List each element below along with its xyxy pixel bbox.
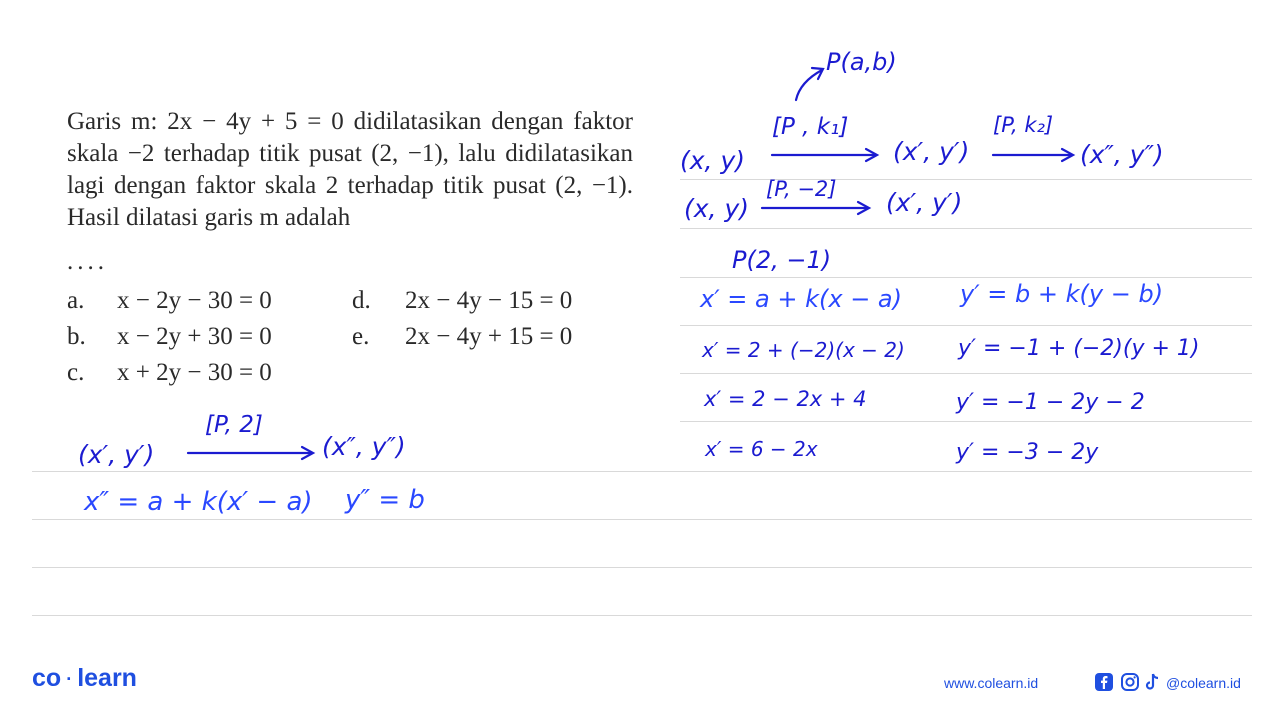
hw-simp-y: y′ = −1 − 2y − 2 bbox=[956, 390, 1145, 415]
step2-arrow-head bbox=[302, 447, 313, 459]
option-b-text: x − 2y + 30 = 0 bbox=[117, 323, 272, 350]
hw-res-y: y′ = −3 − 2y bbox=[956, 440, 1099, 465]
hw-sub-x: x′ = 2 + (−2)(x − 2) bbox=[702, 338, 905, 362]
option-c-letter: c. bbox=[67, 359, 85, 386]
facebook-icon[interactable] bbox=[1094, 672, 1114, 692]
ruled-line bbox=[32, 567, 1252, 568]
hw-formula-y: y′ = b + k(y − b) bbox=[960, 280, 1164, 308]
hw-sub-y: y′ = −1 + (−2)(y + 1) bbox=[958, 336, 1200, 361]
option-d-text: 2x − 4y − 15 = 0 bbox=[405, 287, 573, 314]
hw-formula-x: x′ = a + k(x − a) bbox=[700, 285, 902, 313]
hw-top-arrow2-label: [P, k₂] bbox=[993, 113, 1054, 137]
hw-top-from: (x, y) bbox=[680, 146, 745, 175]
option-d-letter: d. bbox=[352, 287, 371, 314]
curve-arrowhead bbox=[812, 68, 823, 79]
instagram-icon[interactable] bbox=[1120, 672, 1140, 692]
option-b-letter: b. bbox=[67, 323, 86, 350]
footer-url[interactable]: www.colearn.id bbox=[944, 675, 1039, 691]
hw-step1-label: [P, −2] bbox=[766, 177, 837, 201]
ruled-line bbox=[680, 373, 1252, 374]
hw-center-general: P(a,b) bbox=[826, 48, 897, 76]
hw-simp-x: x′ = 2 − 2x + 4 bbox=[704, 387, 867, 411]
ruled-line bbox=[680, 325, 1252, 326]
hw-top-mid: (x′, y′) bbox=[893, 137, 970, 166]
hw-formula2-y: y″ = b bbox=[345, 485, 425, 515]
ruled-line bbox=[680, 228, 1252, 229]
ruled-line bbox=[32, 615, 1252, 616]
logo-part-co: co bbox=[32, 664, 62, 692]
step1-arrow-head bbox=[858, 202, 869, 214]
logo-dot: · bbox=[61, 668, 78, 689]
logo-part-learn: learn bbox=[77, 664, 137, 692]
footer-social-handle[interactable]: @colearn.id bbox=[1166, 675, 1241, 691]
hw-step2-to: (x″, y″) bbox=[322, 432, 406, 461]
ruled-line bbox=[32, 519, 1252, 520]
hw-step2-from: (x′, y′) bbox=[78, 440, 155, 469]
option-e-text: 2x − 4y + 15 = 0 bbox=[405, 323, 573, 350]
hw-step2-label: [P, 2] bbox=[205, 412, 263, 438]
ruled-line bbox=[32, 471, 1252, 472]
colearn-logo bbox=[32, 664, 137, 693]
hw-center-specific: P(2, −1) bbox=[732, 246, 832, 274]
option-a-letter: a. bbox=[67, 287, 85, 314]
top-arrow-2-head bbox=[1062, 149, 1073, 161]
hw-res-x: x′ = 6 − 2x bbox=[705, 437, 818, 461]
option-e-letter: e. bbox=[352, 323, 370, 350]
hw-step1-from: (x, y) bbox=[684, 194, 749, 223]
curve-arrow-to-pab bbox=[796, 70, 822, 100]
tiktok-icon[interactable] bbox=[1144, 672, 1162, 692]
ruled-line bbox=[680, 277, 1252, 278]
ruled-line bbox=[680, 421, 1252, 422]
hw-top-arrow1-label: [P , k₁] bbox=[772, 114, 849, 140]
problem-statement: Garis m: 2x − 4y + 5 = 0 didilatasikan dengan faktor skala −2 terhadap titik pusat (2, −1), lalu didilatasikan lagi dengan faktor skala 2 terhadap titik pusat (2, −1). Hasil dilatasi garis m adalah bbox=[67, 108, 633, 231]
hw-formula2-x: x″ = a + k(x′ − a) bbox=[84, 487, 313, 517]
hw-step1-to: (x′, y′) bbox=[886, 188, 963, 217]
answer-blank: .... bbox=[67, 248, 108, 275]
hw-top-to: (x″, y″) bbox=[1080, 140, 1164, 169]
option-c-text: x + 2y − 30 = 0 bbox=[117, 359, 272, 386]
option-a-text: x − 2y − 30 = 0 bbox=[117, 287, 272, 314]
top-arrow-1-head bbox=[866, 149, 877, 161]
